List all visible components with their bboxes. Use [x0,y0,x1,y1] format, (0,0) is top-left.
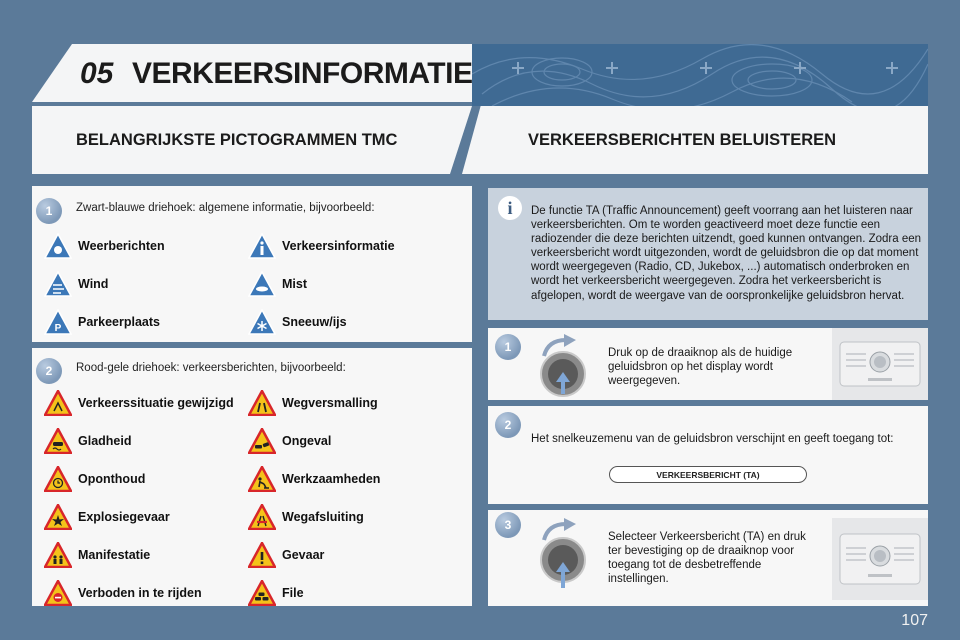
section1-intro: Zwart-blauwe driehoek: algemene informatie, bijvoorbeeld: [76,202,375,214]
pictogram-label: Oponthoud [78,472,146,486]
pictogram-label: Wegversmalling [282,396,378,410]
red-triangle-slippery-icon [44,428,72,454]
header-map-band [472,44,928,106]
red-triangle-explosion-icon [44,504,72,530]
red-triangle-no-entry-icon [44,580,72,606]
pictogram-parking [44,309,160,335]
svg-text:P: P [54,323,62,334]
pictogram-road-works [248,466,380,492]
pictogram-label: Verkeersinformatie [282,239,395,253]
pictogram-delay [44,466,145,492]
pictogram-snow-ice [248,309,347,335]
section-badge-2: 2 [36,358,62,384]
pictogram-fog [248,271,307,297]
pictogram-label: Weerberichten [78,239,165,253]
step-badge-3: 3 [495,512,521,538]
red-triangle-road-closed-icon [248,504,276,530]
pictogram-road-closed [248,504,364,530]
pictogram-label: Gevaar [282,548,325,562]
pictogram-demonstration [44,542,150,568]
right-subtitle: VERKEERSBERICHTEN BELUISTEREN [528,131,837,149]
radio-panel-image-2 [832,518,928,600]
red-triangle-changed-icon [44,390,72,416]
pictogram-traffic-info [248,233,395,259]
chapter-number: 05 [80,57,114,90]
page-title: VERKEERSINFORMATIE [132,57,473,90]
pictogram-label: Wegafsluiting [282,510,364,524]
section-badge-1: 1 [36,198,62,224]
red-triangle-narrowing-icon [248,390,276,416]
pictogram-label: Explosiegevaar [78,510,170,524]
info-icon: i [498,196,522,220]
radio-unit-icon [832,518,928,600]
red-triangle-clock-icon [44,466,72,492]
pictogram-explosion [44,504,170,530]
pictogram-label: Manifestatie [78,548,151,562]
red-triangle-exclamation-icon [248,542,276,568]
step-3-text: Selecteer Verkeersbericht (TA) en druk ter bevestiging op de draaiknop voor toegang tot de desbetreffende instellingen. [608,531,806,585]
red-triangle-roadworks-icon [248,466,276,492]
red-triangle-crowd-icon [44,542,72,568]
blue-triangle-snowflake-icon [248,309,276,335]
ta-info-text: De functie TA (Traffic Announcement) geeft voorrang aan het luisteren naar verkeersberichten. Om te worden geactiveerd moet deze functie een radiozender die deze berichten uitzendt, goed kunnen ontvangen. Zodra een verkeersbericht wordt uitgezonden, wordt de geluidsbron die op dat moment wordt weergegeven (Radio, CD, Jukebox, ...) automatisch onderbroken en wordt het verkeersbericht weergegeven. Zodra het verkeersbericht is afgelopen, wordt de weergave van de oorspronkelijke geluidsbron hervat. [531,205,922,302]
section2-intro: Rood-gele driehoek: verkeersberichten, bijvoorbeeld: [76,362,346,374]
pictogram-label: File [282,586,304,600]
step-badge-2: 2 [495,412,521,438]
red-triangle-traffic-jam-icon [248,580,276,606]
pictogram-weather [44,233,165,259]
rotary-knob-press-icon [530,332,594,398]
pictogram-road-narrows [248,390,378,416]
pictogram-slippery [44,428,131,454]
ta-menu-option: VERKEERSBERICHT (TA) [609,466,807,483]
pictogram-accident [248,428,331,454]
step-badge-1: 1 [495,334,521,360]
pictogram-label: Ongeval [282,434,332,448]
pictogram-label: Parkeerplaats [78,315,161,329]
pictogram-label: Verkeerssituatie gewijzigd [78,396,234,410]
pictogram-no-entry [44,580,202,606]
blue-triangle-weather-icon [44,233,72,259]
pictogram-danger [248,542,324,568]
blue-triangle-wind-icon [44,271,72,297]
pictogram-situation-changed [44,390,234,416]
pictogram-wind [44,271,108,297]
blue-triangle-fog-icon [248,271,276,297]
pictogram-label: Werkzaamheden [282,472,381,486]
step-1-text: Druk op de draaiknop als de huidige geluidsbron op het display wordt weergegeven. [608,347,793,387]
left-subtitle: BELANGRIJKSTE PICTOGRAMMEN TMC [76,131,398,149]
blue-triangle-info-icon [248,233,276,259]
pictogram-label: Gladheid [78,434,132,448]
pictogram-label: Wind [78,277,109,291]
page-number: 107 [901,612,928,629]
pictogram-traffic-jam [248,580,304,606]
rotary-knob-rotate-press-icon [530,516,594,592]
pictogram-label: Mist [282,277,307,291]
step-2-panel [488,406,928,504]
blue-triangle-parking-icon [44,309,72,335]
map-pattern-icon [472,44,928,106]
step-2-text: Het snelkeuzemenu van de geluidsbron verschijnt en geeft toegang tot: [531,433,894,445]
radio-panel-image [832,328,928,400]
pictogram-label: Sneeuw/ijs [282,315,347,329]
radio-unit-icon [832,328,928,400]
red-triangle-accident-icon [248,428,276,454]
pictogram-label: Verboden in te rijden [78,586,202,600]
